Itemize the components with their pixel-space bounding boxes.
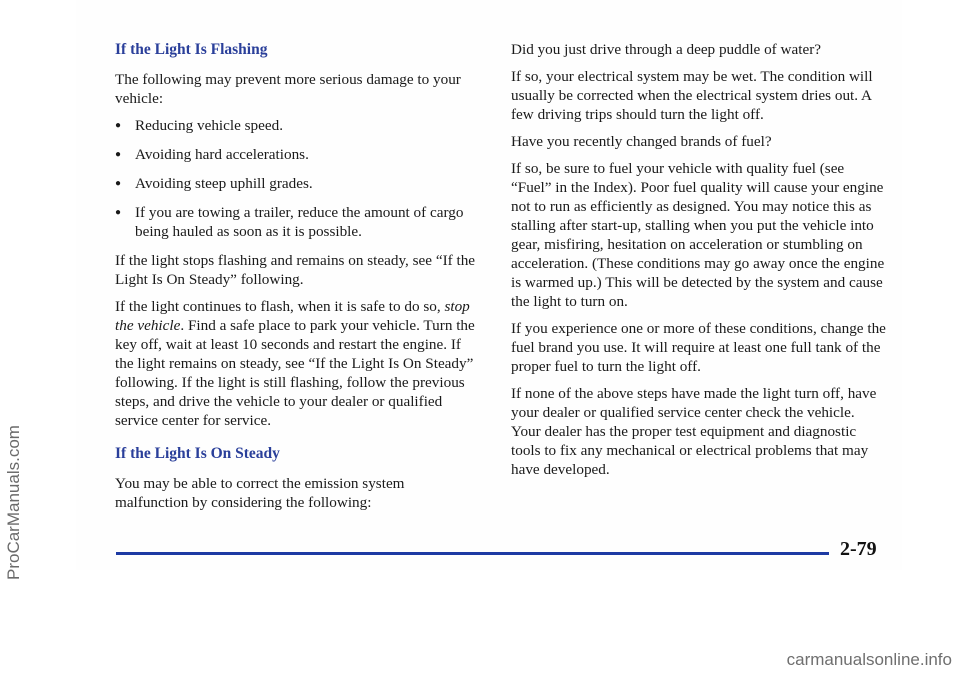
paragraph-continues-flashing: If the light continues to flash, when it is safe to do so, stop the vehicle. Find a safe place to park your vehicle. Turn the key off, wait at least 10 seconds and restart the engine. If the light remains on steady, see “If the Light Is On Steady” following. If the light is still flashing, follow the previous steps, and drive the vehicle to your dealer or qualified service center for service.	[115, 298, 475, 429]
list-item: ● Avoiding steep uphill grades.	[115, 175, 313, 192]
question-fuel-brand: Have you recently changed brands of fuel?	[511, 133, 772, 150]
intro-paragraph: The following may prevent more serious damage to your vehicle:	[115, 71, 461, 107]
paragraph-see-dealer: If none of the above steps have made the light turn off, have your dealer or qualified service center check the vehicle. Your dealer has the proper test equipment and diagnostic tools to fix any mechanical or electrical problems that may have developed.	[511, 385, 877, 478]
right-column	[511, 40, 886, 487]
bullet-icon: ●	[115, 178, 122, 189]
footer-rule	[116, 552, 829, 555]
list-item: ● Avoiding hard accelerations.	[115, 146, 309, 163]
bullet-icon: ●	[115, 207, 122, 218]
paragraph-stops-flashing: If the light stops flashing and remains on steady, see “If the Light Is On Steady” following.	[115, 252, 476, 288]
paragraph-change-fuel: If you experience one or more of these conditions, change the fuel brand you use. It will require at least one full tank of the proper fuel to turn the light off.	[511, 320, 886, 375]
page-number: 2-79	[840, 538, 877, 560]
left-column	[115, 40, 480, 520]
heading-light-flashing: If the Light Is Flashing	[115, 41, 268, 58]
list-item: ● Reducing vehicle speed.	[115, 117, 284, 134]
bullet-list	[115, 116, 480, 241]
answer-electrical-wet: If so, your electrical system may be wet. The condition will usually be corrected when the electrical system dries out. A few driving trips should turn the light off.	[511, 68, 873, 123]
side-watermark: ProCarManuals.com	[4, 425, 23, 580]
answer-fuel-quality: If so, be sure to fuel your vehicle with quality fuel (see “Fuel” in the Index). Poor fuel quality will cause your engine not to run as efficiently as designed. You may notice this as stalling after start-up, stalling when you put the vehicle into gear, misfiring, hesitation on acceleration or stumbling on acceleration. (These conditions may go away once the engine is warmed up.) This will be detected by the system and cause the light to turn on.	[511, 160, 885, 310]
bullet-icon: ●	[115, 120, 122, 131]
bottom-watermark: carmanualsonline.info	[786, 650, 952, 669]
question-puddle: Did you just drive through a deep puddle of water?	[511, 41, 821, 58]
list-item: ● If you are towing a trailer, reduce the amount of cargo being hauled as soon as it is possible.	[115, 204, 464, 240]
italic-stop-vehicle: stop the vehicle	[115, 298, 470, 334]
paragraph-correct-malfunction: You may be able to correct the emission system malfunction by considering the following:	[115, 475, 405, 511]
bullet-icon: ●	[115, 149, 122, 160]
heading-light-steady: If the Light Is On Steady	[115, 445, 280, 462]
